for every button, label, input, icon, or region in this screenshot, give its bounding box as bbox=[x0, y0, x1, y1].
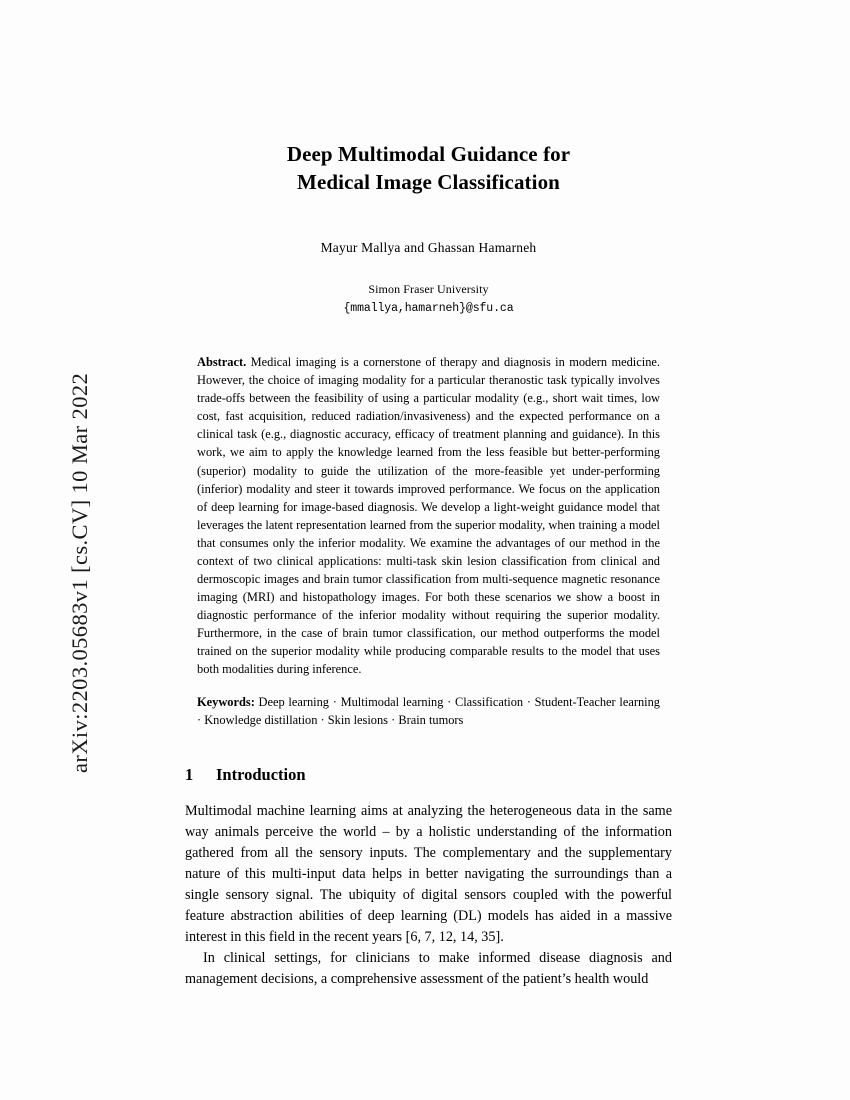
title-line-2: Medical Image Classification bbox=[297, 170, 560, 195]
section-heading-introduction bbox=[185, 765, 672, 785]
paper-content bbox=[185, 140, 672, 990]
author-list: Mayur Mallya and Ghassan Hamarneh bbox=[320, 240, 537, 256]
section-title: Introduction bbox=[216, 765, 306, 785]
intro-paragraph-1: Multimodal machine learning aims at analyzing the heterogeneous data in the same way animals perceive the world – by a holistic understanding of the information gathered from all the sensory inputs. The complementary and the supplementary nature of this multi-input data helps in better navigating the surroundings than a single sensory signal. The ubiquity of digital sensors coupled with the powerful feature abstraction abilities of deep learning (DL) models has aided in a massive interest in this field in the recent years [6, 7, 12, 14, 35]. bbox=[185, 803, 672, 945]
abstract-label: Abstract. bbox=[197, 355, 247, 370]
arxiv-stamp: arXiv:2203.05683v1 [cs.CV] 10 Mar 2022 bbox=[67, 372, 92, 773]
abstract-text: Medical imaging is a cornerstone of therapy and diagnosis in modern medicine. However, the choice of imaging modality for a particular theranostic task typically involves trade-offs between the feasibility of using a particular modality (e.g., short wait times, low cost, fast acquisition, reduced radiation/invasiveness) and the expected performance on a clinical task (e.g., diagnostic accuracy, efficacy of treatment planning and guidance). In this work, we aim to apply the knowledge learned from the less feasible but better-performing (superior) modality to guide the utilization of the more-feasible yet under-performing (inferior) modality and steer it towards improved performance. We focus on the application of deep learning for image-based diagnosis. We develop a light-weight guidance model that leverages the latent representation learned from the superior modality, when training a model that consumes only the inferior modality. We examine the advantages of our method in the context of two clinical applications: multi-task skin lesion classification from clinical and dermoscopic images and brain tumor classification from multi-sequence magnetic resonance imaging (MRI) and histopathology images. For both these scenarios we show a boost in diagnostic performance of the inferior modality without requiring the superior modality. Furthermore, in the case of brain tumor classification, our method outperforms the model trained on the superior modality while producing comparable results to the model that uses both modalities during inference. bbox=[197, 355, 660, 677]
keywords-label: Keywords: bbox=[197, 695, 255, 710]
page-title bbox=[185, 140, 672, 196]
keywords-block bbox=[185, 693, 672, 729]
affiliation: Simon Fraser University bbox=[368, 282, 489, 297]
title-line-1: Deep Multimodal Guidance for bbox=[286, 142, 571, 166]
keywords-text: Deep learning · Multimodal learning · Classification · Student-Teacher learning · Knowledge distillation · Skin lesions · Brain tumors bbox=[197, 695, 660, 728]
abstract-block bbox=[185, 353, 672, 678]
intro-paragraph-2: In clinical settings, for clinicians to make informed disease diagnosis and management decisions, a comprehensive assessment of the patient’s health would bbox=[185, 949, 672, 987]
contact-email: {mmallya,hamarneh}@sfu.ca bbox=[343, 302, 514, 316]
section-number: 1 bbox=[185, 765, 194, 785]
